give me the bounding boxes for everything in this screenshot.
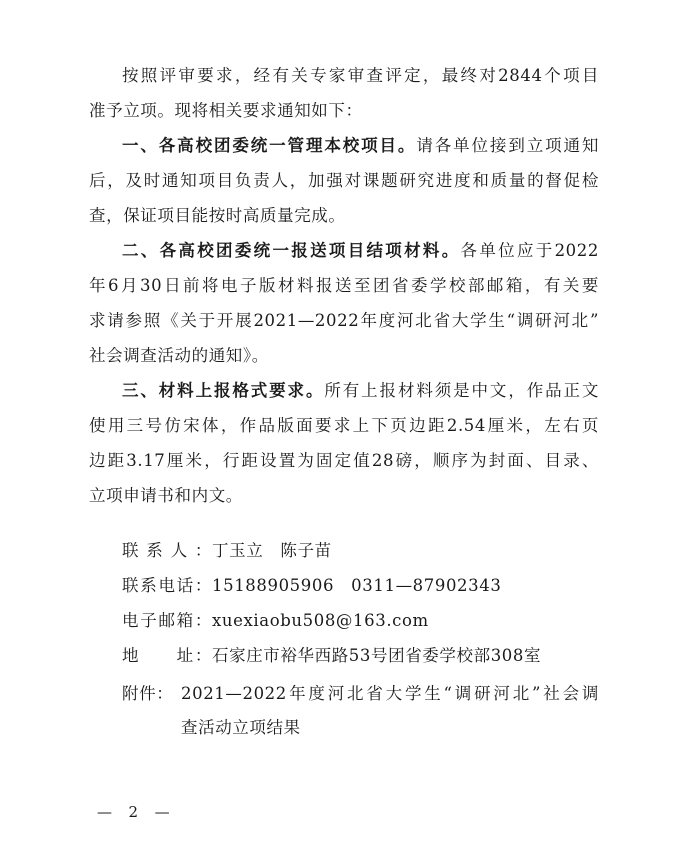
section-2-line-1-rest: 各单位应于2022: [460, 241, 599, 260]
section-1-heading: 一、各高校团委统一管理本校项目。: [122, 136, 417, 155]
footer-dash-right: —: [154, 803, 171, 821]
contact-phone-label: 联系电话：: [122, 576, 212, 595]
section-1-line-1-rest: 请各单位接到立项通知: [416, 136, 600, 155]
section-2-heading: 二、各高校团委统一报送项目结项材料。: [122, 241, 461, 260]
attachment-label: 附件：: [122, 684, 174, 703]
section-3-line-2: 使用三号仿宋体，作品版面要求上下页边距2.54厘米，左右页: [89, 416, 599, 435]
contact-email: [122, 610, 429, 632]
page-footer: [92, 802, 176, 822]
section-2-line-2: 年6月30日前将电子版材料报送至团省委学校部邮箱，有关要: [89, 276, 599, 295]
section-3-heading: 三、材料上报格式要求。: [122, 381, 325, 400]
contact-phone: [122, 575, 501, 597]
attachment-line-2: 查活动立项结果: [181, 718, 301, 737]
contact-person: [122, 540, 332, 562]
section-1-line-3: 查，保证项目能按时高质量完成。: [89, 206, 346, 225]
section-3-line-3: 边距3.17厘米，行距设置为固定值28磅，顺序为封面、目录、: [89, 451, 599, 470]
section-3-line-1-rest: 所有上报材料须是中文，作品正文: [324, 381, 599, 400]
contact-phone-value: 15188905906 0311—87902343: [212, 576, 502, 595]
section-3-line-4: 立项申请书和内文。: [89, 486, 243, 505]
section-2-line-3: 求请参照《关于开展2021—2022年度河北省大学生“调研河北”: [89, 311, 599, 330]
contact-email-value: xuexiaobu508@163.com: [212, 611, 429, 630]
contact-address-value: 石家庄市裕华西路53号团省委学校部308室: [212, 646, 542, 665]
section-2-line-4: 社会调查活动的通知》。: [89, 346, 269, 365]
page-number: 2: [128, 803, 140, 821]
contact-address: [122, 645, 541, 667]
section-1-line-1: [122, 135, 599, 157]
section-1-line-2: 后，及时通知项目负责人，加强对课题研究进度和质量的督促检: [89, 171, 599, 190]
section-3-line-1: [122, 380, 599, 402]
intro-line-2: 准予立项。现将相关要求通知如下：: [89, 101, 363, 120]
contact-person-value: 丁玉立 陈子苗: [212, 541, 332, 560]
contact-email-label: 电子邮箱：: [122, 611, 212, 630]
footer-dash-left: —: [97, 803, 113, 821]
intro-line-1: 按照评审要求，经有关专家审查评定，最终对2844个项目: [122, 66, 599, 85]
attachment-line-1: 2021—2022年度河北省大学生“调研河北”社会调: [181, 684, 599, 703]
contact-address-label: 地 址：: [122, 646, 212, 665]
section-2-line-1: [122, 240, 599, 262]
contact-person-label: 联系人：: [122, 541, 212, 560]
